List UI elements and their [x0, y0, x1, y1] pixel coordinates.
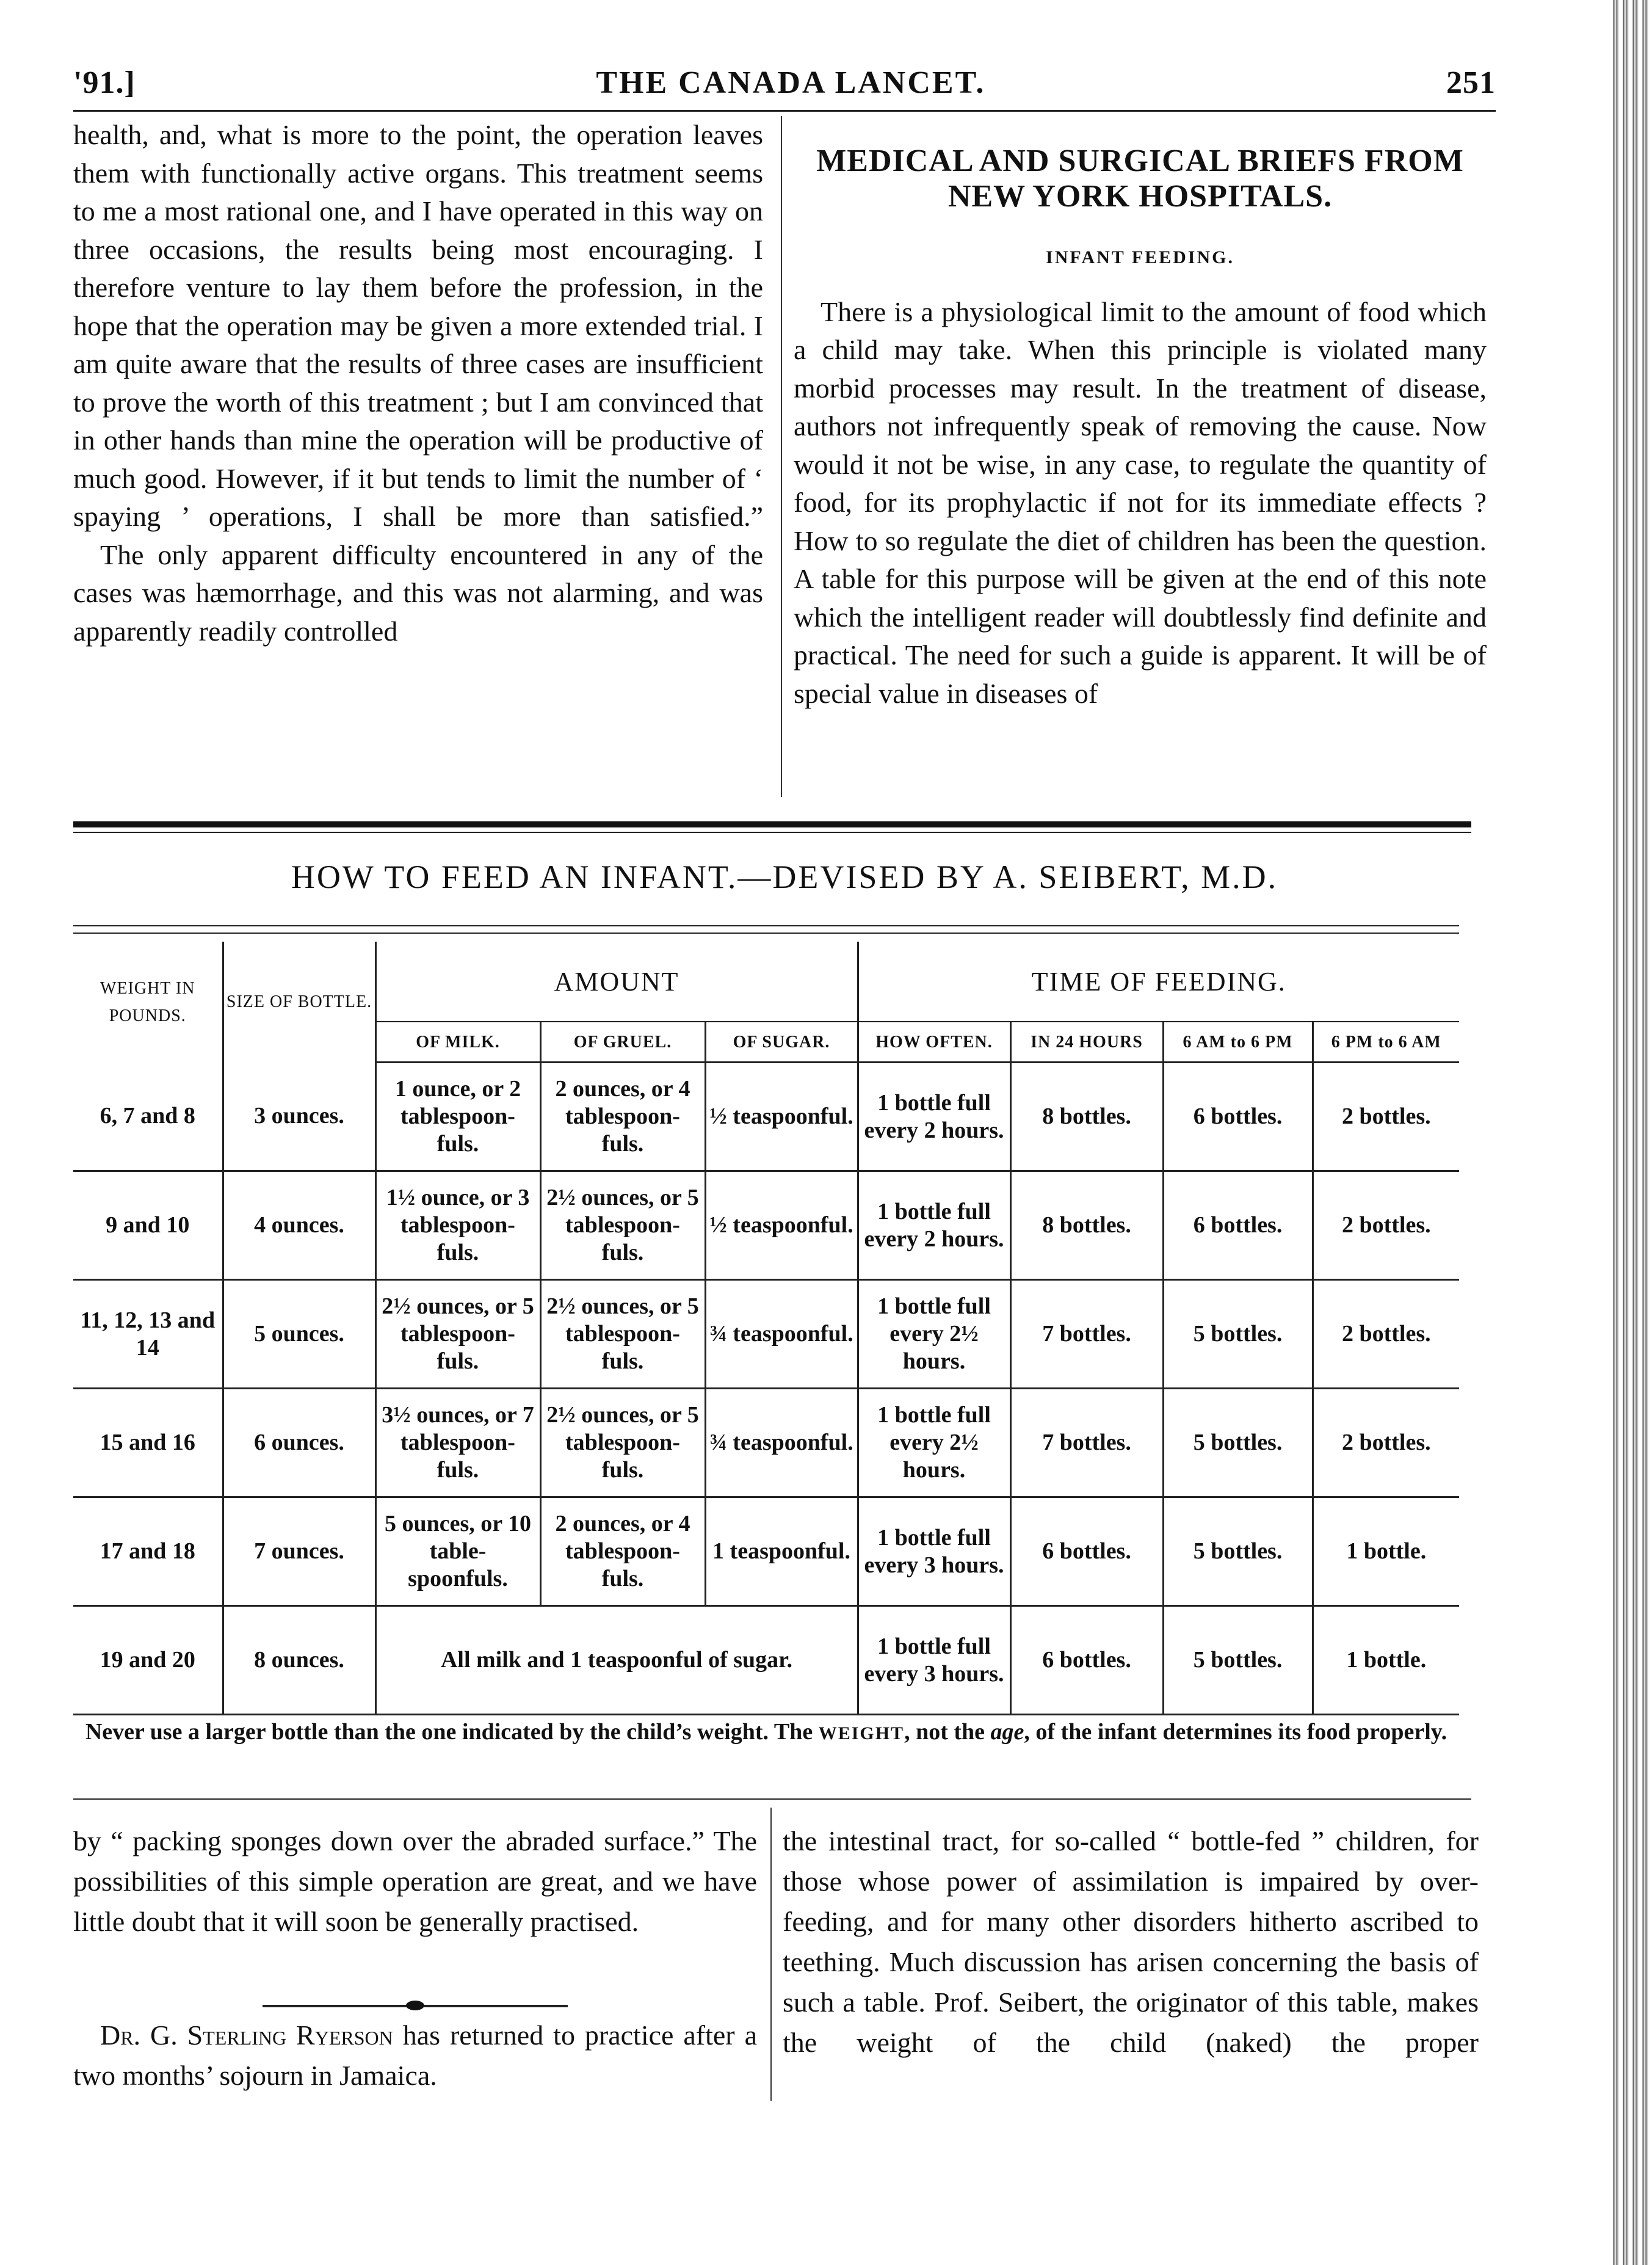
cell-how-often: 1 bottle full every 2½ hours. — [858, 1389, 1010, 1497]
cell-24-hours: 6 bottles. — [1010, 1606, 1163, 1715]
paragraph-sponges: by “ packing sponges down over the abraded surface.” The possibilities of this simple operation are great, and we have little doubt that it will soon be generally practised. — [73, 1825, 757, 1937]
table-top-rule-2 — [73, 933, 1459, 934]
table-row — [73, 1171, 1459, 1280]
header-year: '91.] — [73, 65, 136, 100]
column-divider-top — [781, 116, 782, 797]
cell-gruel: 2½ ounces, or 5 tablespoon- fuls. — [540, 1389, 705, 1497]
header-weight: WEIGHT IN POUNDS. — [73, 942, 223, 1063]
cell-bottle: 4 ounces. — [223, 1171, 375, 1280]
cell-weight: 17 and 18 — [73, 1497, 223, 1606]
binding-edge — [1609, 0, 1652, 2265]
cell-night: 1 bottle. — [1313, 1497, 1459, 1606]
footnote-text: Never use a larger bottle than the one indicated by the child’s weight. The — [85, 1719, 819, 1745]
ornament-dot — [406, 2001, 424, 2010]
cell-how-often: 1 bottle full every 3 hours. — [858, 1497, 1010, 1606]
cell-weight: 6, 7 and 8 — [73, 1063, 223, 1171]
cell-weight: 15 and 16 — [73, 1389, 223, 1497]
table-footnote — [73, 1718, 1459, 1748]
cell-milk: 5 ounces, or 10 table- spoonfuls. — [375, 1497, 540, 1606]
cell-night: 2 bottles. — [1313, 1280, 1459, 1389]
cell-bottle: 5 ounces. — [223, 1280, 375, 1389]
cell-day: 5 bottles. — [1163, 1389, 1313, 1497]
cell-bottle: 8 ounces. — [223, 1606, 375, 1715]
cell-milk: 1½ ounce, or 3 tablespoon- fuls. — [375, 1171, 540, 1280]
lower-right-column — [783, 1821, 1479, 2063]
cell-day: 6 bottles. — [1163, 1171, 1313, 1280]
cell-night: 2 bottles. — [1313, 1389, 1459, 1497]
header-day: 6 AM to 6 PM — [1163, 1022, 1313, 1063]
paragraph-haemorrhage: The only apparent difficulty encountered in any of the cases was hæmorrhage, and this was not alarming, and was apparently readily controlled — [73, 539, 763, 647]
table-title: HOW TO FEED AN INFANT.—DEVISED BY A. SEIBERT, M.D. — [291, 859, 1278, 895]
cell-weight: 19 and 20 — [73, 1606, 223, 1715]
cell-gruel: 2 ounces, or 4 tablespoon- fuls. — [540, 1063, 705, 1171]
cell-day: 5 bottles. — [1163, 1497, 1313, 1606]
footnote-age: age — [990, 1719, 1024, 1745]
cell-milk: 3½ ounces, or 7 tablespoon- fuls. — [375, 1389, 540, 1497]
header-night: 6 PM to 6 AM — [1313, 1022, 1459, 1063]
cell-day: 5 bottles. — [1163, 1606, 1313, 1715]
cell-gruel: 2½ ounces, or 5 tablespoon- fuls. — [540, 1280, 705, 1389]
running-header — [73, 55, 1496, 110]
cell-weight: 9 and 10 — [73, 1171, 223, 1280]
section-rule-thick — [73, 821, 1471, 827]
cell-night: 2 bottles. — [1313, 1171, 1459, 1280]
table-top-rule — [73, 925, 1459, 926]
cell-day: 5 bottles. — [1163, 1280, 1313, 1389]
cell-gruel: 2½ ounces, or 5 tablespoon- fuls. — [540, 1171, 705, 1280]
cell-night: 2 bottles. — [1313, 1063, 1459, 1171]
header-time-of-feeding: TIME OF FEEDING. — [858, 942, 1459, 1022]
cell-24-hours: 7 bottles. — [1010, 1280, 1163, 1389]
table-row — [73, 1497, 1459, 1606]
header-milk: OF MILK. — [375, 1022, 540, 1063]
news-item — [73, 2015, 757, 2096]
cell-how-often: 1 bottle full every 2 hours. — [858, 1171, 1010, 1280]
column-divider-bottom — [770, 1808, 772, 2101]
cell-how-often: 1 bottle full every 2½ hours. — [858, 1280, 1010, 1389]
page-number: 251 — [1446, 65, 1496, 100]
cell-24-hours: 6 bottles. — [1010, 1497, 1163, 1606]
header-amount: AMOUNT — [375, 942, 858, 1022]
header-bottle-size: SIZE OF BOTTLE. — [223, 942, 375, 1063]
table-row — [73, 1063, 1459, 1171]
cell-bottle: 7 ounces. — [223, 1497, 375, 1606]
cell-bottle: 6 ounces. — [223, 1389, 375, 1497]
cell-sugar: 1 teaspoonful. — [705, 1497, 858, 1606]
header-gruel: OF GRUEL. — [540, 1022, 705, 1063]
table-row — [73, 1606, 1459, 1715]
journal-title: THE CANADA LANCET. — [596, 65, 986, 100]
cell-sugar: ½ teaspoonful. — [705, 1171, 858, 1280]
section-heading: MEDICAL AND SURGICAL BRIEFS FROM NEW YORK HOSPITALS. — [816, 144, 1464, 214]
feeding-table — [73, 942, 1459, 1715]
cell-how-often: 1 bottle full every 3 hours. — [858, 1606, 1010, 1715]
cell-24-hours: 8 bottles. — [1010, 1171, 1163, 1280]
header-sugar: OF SUGAR. — [705, 1022, 858, 1063]
upper-right-column — [794, 144, 1487, 713]
cell-how-often: 1 bottle full every 2 hours. — [858, 1063, 1010, 1171]
cell-night: 1 bottle. — [1313, 1606, 1459, 1715]
footnote-weight: WEIGHT — [818, 1723, 905, 1743]
paragraph-continued-right: the intestinal tract, for so-called “ bottle-fed ” children, for those whose power of assimilation is impaired by over-feeding, and for many other disorders hitherto ascribed to teething. Much discussion has arisen concerning the basis of such a table. Prof. Seibert, the originator of this table, makes the weight of the child (naked) the proper — [783, 1825, 1479, 2058]
cell-weight: 11, 12, 13 and 14 — [73, 1280, 223, 1389]
lower-left-column — [73, 1821, 757, 2096]
header-24-hours: IN 24 HOURS — [1010, 1022, 1163, 1063]
cell-bottle: 3 ounces. — [223, 1063, 375, 1171]
cell-milk: 2½ ounces, or 5 tablespoon- fuls. — [375, 1280, 540, 1389]
infant-feeding-paragraph: There is a physiological limit to the amount of food which a child may take. When this principle is violated many morbid processes may result. In the treatment of disease, authors not infrequently speak of removing the cause. Now would it not be wise, in any case, to regulate the quantity of food, for its prophylactic if not for its immediate effects ? How to so regulate the diet of children has been the question. A table for this purpose will be given at the end of this note which the intelligent reader will doubtlessly find definite and practical. The need for such a guide is apparent. It will be of special value in diseases of — [794, 296, 1487, 709]
section-rule-thin — [73, 832, 1471, 833]
paragraph-continued: health, and, what is more to the point, the operation leaves them with functionally active organs. This treatment seems to me a most rational one, and I have operated in this way on three occasions, the results being most encouraging. I therefore venture to lay them before the profession, in the hope that the operation may be given a more extended trial. I am quite aware that the results of three cases are insufficient to prove the worth of this treatment ; but I am convinced that in other hands than mine the operation will be productive of much good. However, if it but tends to limit the number of ‘ spaying ’ operations, I shall be more than satisfied.” — [73, 119, 763, 532]
table-bottom-rule — [73, 1798, 1471, 1800]
cell-all-milk: All milk and 1 teaspoonful of sugar. — [375, 1606, 858, 1715]
cell-24-hours: 8 bottles. — [1010, 1063, 1163, 1171]
header-how-often: HOW OFTEN. — [858, 1022, 1010, 1063]
footnote-text-mid: , not the — [904, 1719, 991, 1745]
cell-sugar: ½ teaspoonful. — [705, 1063, 858, 1171]
section-subheading: INFANT FEEDING. — [1046, 247, 1234, 267]
news-text: has returned to practice after a two months’ sojourn in Jamaica. — [73, 2020, 757, 2091]
cell-gruel: 2 ounces, or 4 tablespoon- fuls. — [540, 1497, 705, 1606]
cell-24-hours: 7 bottles. — [1010, 1389, 1163, 1497]
header-rule — [73, 110, 1496, 112]
news-name: Dr. G. Sterling Ryerson — [100, 2020, 393, 2051]
table-row — [73, 1280, 1459, 1389]
upper-left-column — [73, 116, 763, 650]
table-row — [73, 1389, 1459, 1497]
cell-day: 6 bottles. — [1163, 1063, 1313, 1171]
cell-sugar: ¾ teaspoonful. — [705, 1280, 858, 1389]
footnote-text-end: , of the infant determines its food properly. — [1024, 1719, 1447, 1745]
cell-milk: 1 ounce, or 2 tablespoon- fuls. — [375, 1063, 540, 1171]
cell-sugar: ¾ teaspoonful. — [705, 1389, 858, 1497]
